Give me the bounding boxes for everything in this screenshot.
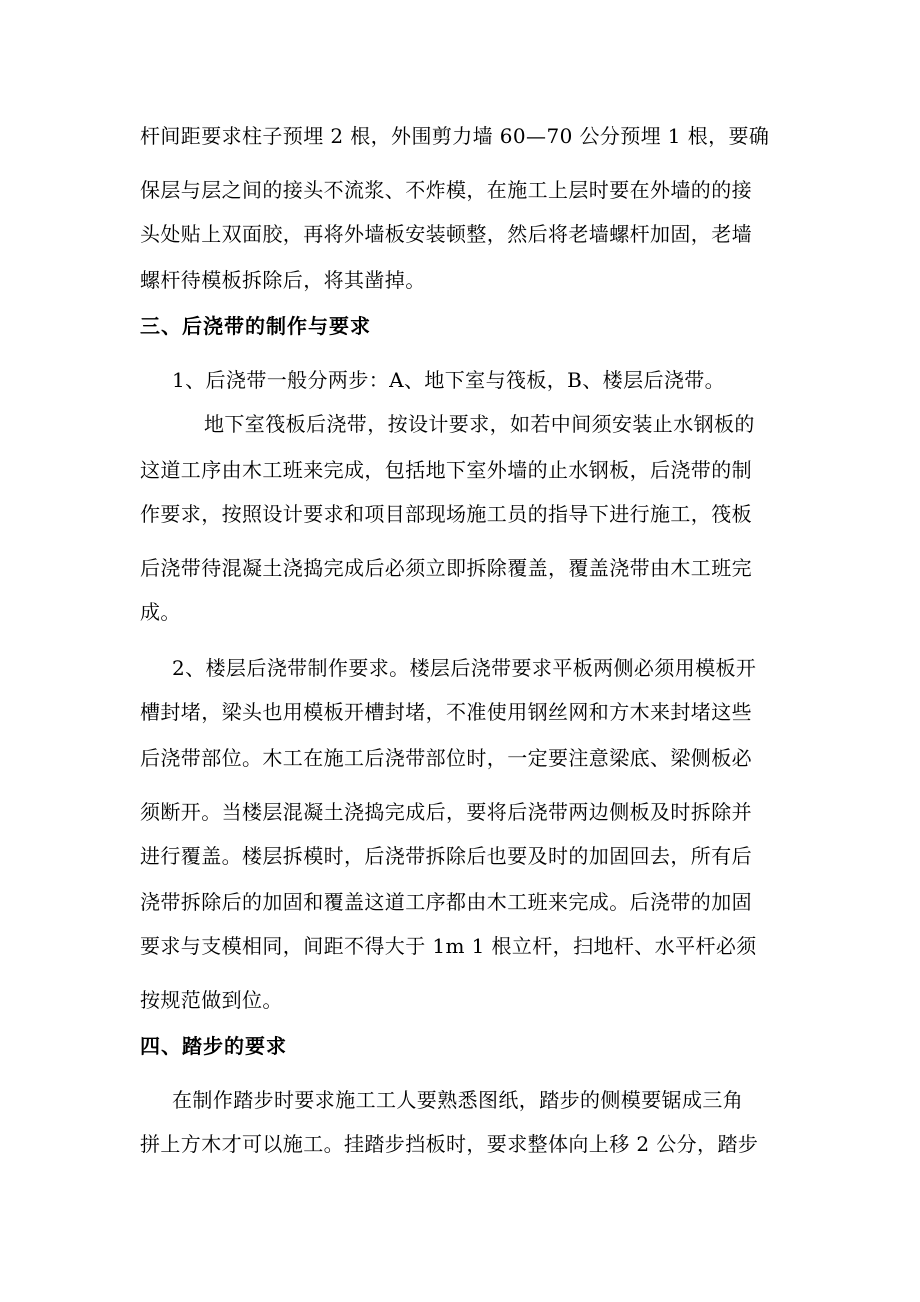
body-text-line: 浇带拆除后的加固和覆盖这道工序都由木工班来完成。后浇带的加固 xyxy=(140,890,752,914)
body-text-line: 2、楼层后浇带制作要求。楼层后浇带要求平板两侧必须用模板开 xyxy=(172,656,757,680)
body-text-line: 1、后浇带一般分两步：A、地下室与筏板，B、楼层后浇带。 xyxy=(172,368,726,392)
body-text-line: 地下室筏板后浇带，按设计要求，如若中间须安装止水钢板的 xyxy=(204,412,755,436)
body-text-line: 杆间距要求柱子预埋 2 根，外围剪力墙 60—70 公分预埋 1 根，要确 xyxy=(140,124,770,148)
body-text-line: 进行覆盖。楼层拆模时，后浇带拆除后也要及时的加固回去，所有后 xyxy=(140,844,752,868)
body-text-line: 拼上方木才可以施工。挂踏步挡板时，要求整体向上移 2 公分，踏步 xyxy=(140,1132,759,1156)
body-text-line: 须断开。当楼层混凝土浇捣完成后，要将后浇带两边侧板及时拆除并 xyxy=(140,800,752,824)
body-text-line: 要求与支模相同，间距不得大于 1m 1 根立杆，扫地杆、水平杆必须 xyxy=(140,934,757,958)
body-text-line: 螺杆待模板拆除后，将其凿掉。 xyxy=(140,268,426,292)
body-text-line: 头处贴上双面胶，再将外墙板安装顿整，然后将老墙螺杆加固，老墙 xyxy=(140,222,752,246)
body-text-line: 保层与层之间的接头不流浆、不炸模，在施工上层时要在外墙的的接 xyxy=(140,178,752,202)
body-text-line: 槽封堵，梁头也用模板开槽封堵，不准使用钢丝网和方木来封堵这些 xyxy=(140,700,752,724)
body-text-line: 在制作踏步时要求施工工人要熟悉图纸，踏步的侧模要锯成三角 xyxy=(172,1088,744,1112)
section-heading: 四、踏步的要求 xyxy=(140,1034,287,1058)
body-text-line: 作要求，按照设计要求和项目部现场施工员的指导下进行施工，筏板 xyxy=(140,502,752,526)
body-text-line: 后浇带待混凝土浇捣完成后必须立即拆除覆盖，覆盖浇带由木工班完 xyxy=(140,556,752,580)
section-heading: 三、后浇带的制作与要求 xyxy=(140,314,371,338)
body-text-line: 后浇带部位。木工在施工后浇带部位时，一定要注意梁底、梁侧板必 xyxy=(140,746,752,770)
body-text-line: 按规范做到位。 xyxy=(140,988,283,1012)
body-text-line: 成。 xyxy=(140,600,181,624)
body-text-line: 这道工序由木工班来完成，包括地下室外墙的止水钢板，后浇带的制 xyxy=(140,458,752,482)
